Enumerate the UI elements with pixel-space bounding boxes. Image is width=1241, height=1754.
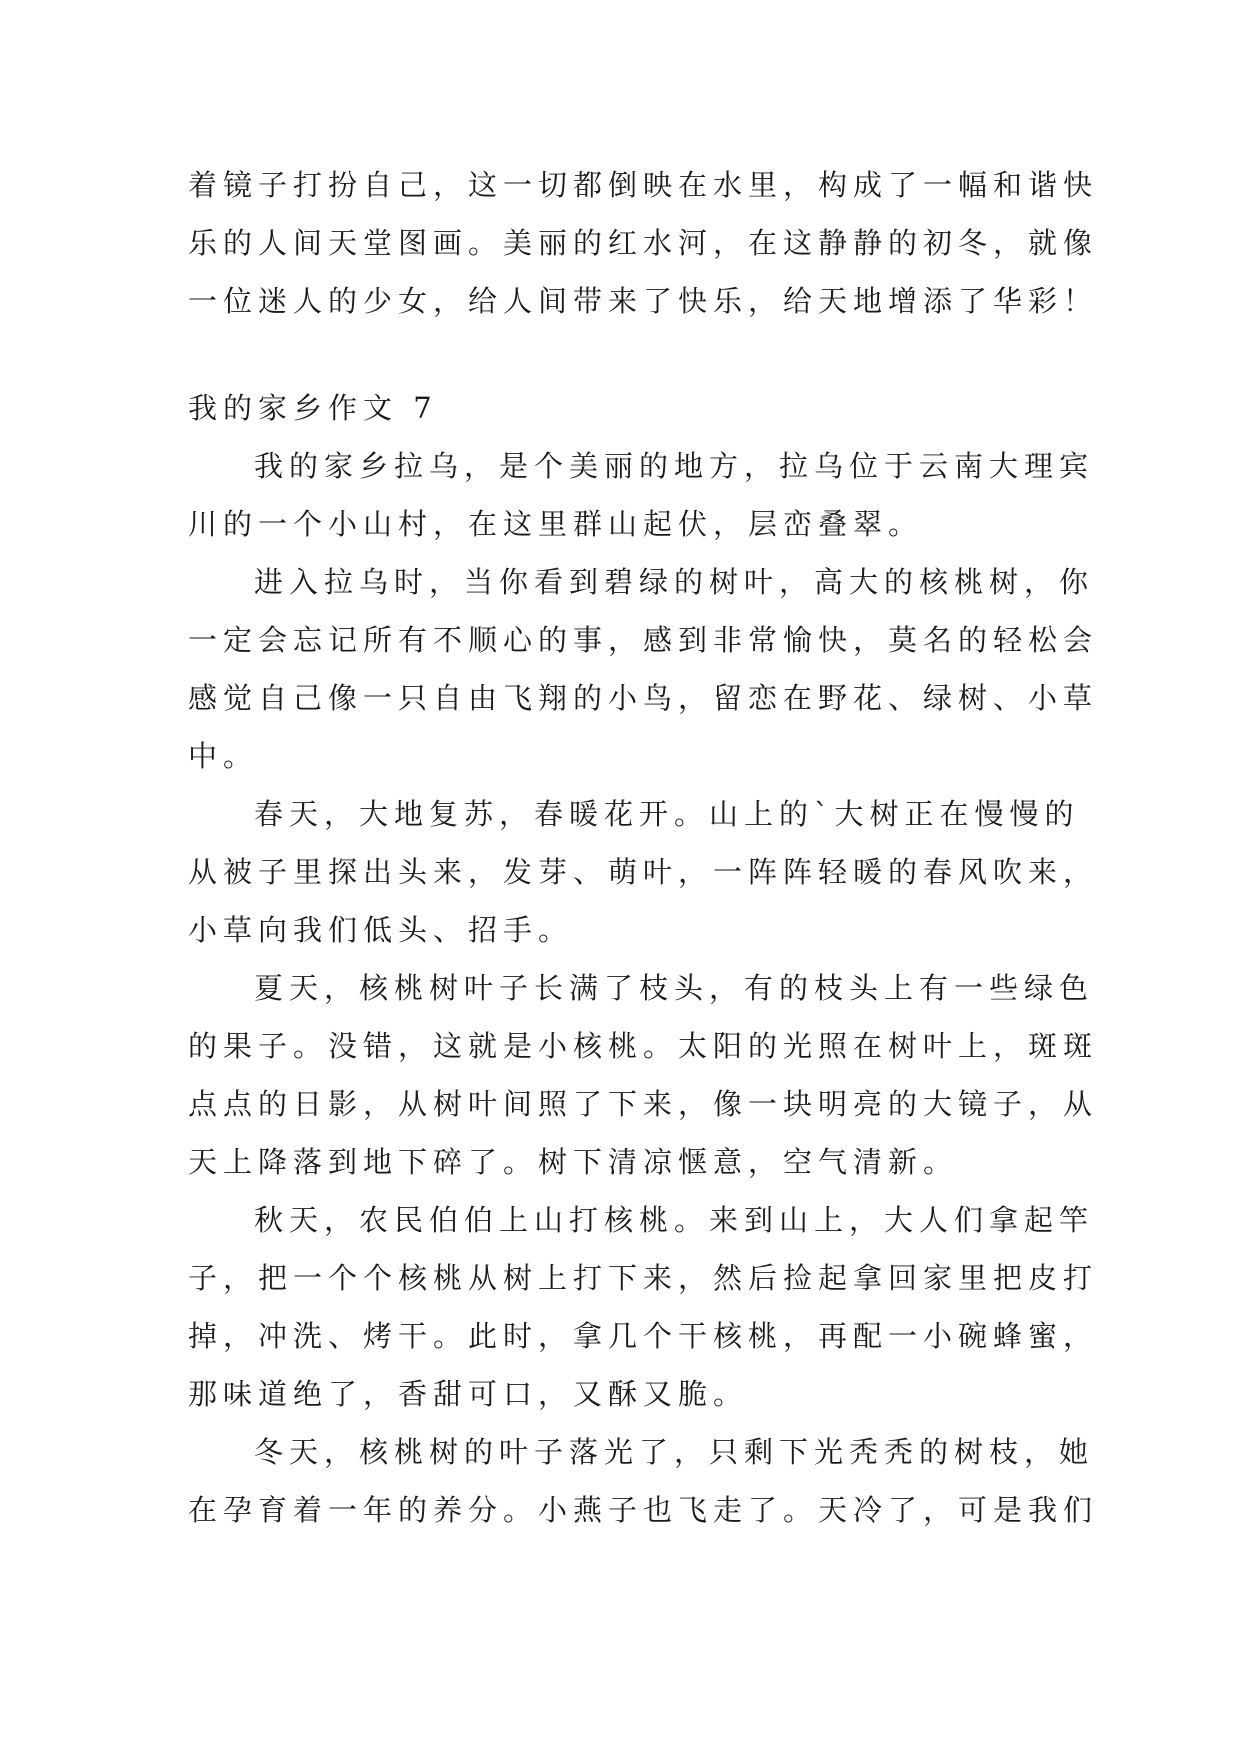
text-line: 冬天，核桃树的叶子落光了，只剩下光秃秃的树枝，她 [254,1435,1095,1469]
text-line: 着镜子打扮自己，这一切都倒映在水里，构成了一幅和谐快 [188,168,1099,202]
text-line: 在孕育着一年的养分。小燕子也飞走了。天冷了，可是我们 [188,1493,1099,1527]
text-line: 小草向我们低头、招手。 [188,913,574,947]
text-line: 中。 [188,739,259,773]
paragraph [188,437,1095,553]
text-line: 从被子里探出头来，发芽、萌叶，一阵阵轻暖的春风吹来， [188,855,1099,889]
text-line: 夏天，核桃树叶子长满了枝头，有的枝头上有一些绿色 [254,971,1095,1005]
intro-paragraph [188,156,1099,330]
text-line: 点点的日影，从树叶间照了下来，像一块明亮的大镜子，从 [188,1087,1099,1121]
document-body [188,156,1099,1539]
paragraph [188,959,1099,1191]
paragraph [188,1423,1099,1539]
text-line: 掉，冲洗、烤干。此时，拿几个干核桃，再配一小碗蜂蜜， [188,1319,1099,1353]
text-line: 春天，大地复苏，春暖花开。山上的`大树正在慢慢的 [254,797,1080,831]
text-line: 的果子。没错，这就是小核桃。太阳的光照在树叶上，斑斑 [188,1029,1099,1063]
paragraph [188,785,1099,959]
text-line: 我的家乡拉乌，是个美丽的地方，拉乌位于云南大理宾 [254,449,1095,483]
paragraph [188,553,1099,785]
text-line: 川的一个小山村，在这里群山起伏，层峦叠翠。 [188,507,924,541]
text-line: 一位迷人的少女，给人间带来了快乐，给天地增添了华彩！ [188,284,1099,318]
text-line: 那味道绝了，香甜可口，又酥又脆。 [188,1377,749,1411]
paragraph [188,1191,1099,1423]
text-line: 秋天，农民伯伯上山打核桃。来到山上，大人们拿起竿 [254,1203,1095,1237]
text-line: 乐的人间天堂图画。美丽的红水河，在这静静的初冬，就像 [188,226,1099,260]
text-line: 一定会忘记所有不顺心的事，感到非常愉快，莫名的轻松会 [188,623,1099,657]
text-line: 天上降落到地下碎了。树下清凉惬意，空气清新。 [188,1145,959,1179]
text-line: 子，把一个个核桃从树上打下来，然后捡起拿回家里把皮打 [188,1261,1099,1295]
section-spacer [188,330,1058,379]
section-title: 我的家乡作文 7 [188,391,438,425]
text-line: 感觉自己像一只自由飞翔的小鸟，留恋在野花、绿树、小草 [188,681,1099,715]
text-line: 进入拉乌时，当你看到碧绿的树叶，高大的核桃树，你 [254,565,1095,599]
